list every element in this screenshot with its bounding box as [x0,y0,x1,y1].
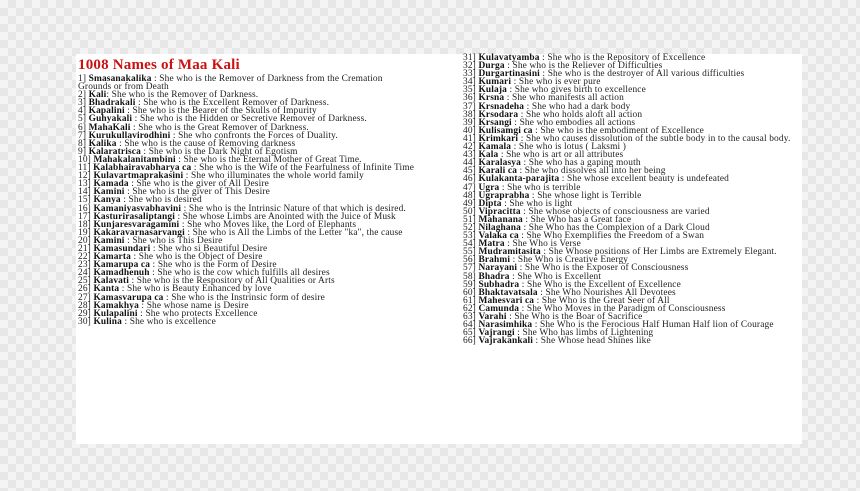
entry-meaning: She who confronts the Forces of Duality. [178,130,338,141]
entry-name: Krsna [478,93,505,104]
entry-separator: : [506,312,515,322]
entry-separator: : [150,243,159,254]
entry-number: 27] [78,292,91,303]
entry-name: Kasturirasaliptangi [93,211,175,222]
entry-name: Kulavatyamba [478,53,540,63]
entry-separator: : [501,198,510,209]
entry-number: 43] [463,150,476,161]
entry-separator: : [532,125,541,136]
entry-number: 46] [463,174,476,185]
entry-number: 45] [463,166,476,177]
entry-name: Kamaniyasvabhavini [93,203,182,214]
entry-separator: : [537,287,546,298]
entry-number: 65] [463,328,476,339]
entry-number: 48] [463,190,476,201]
entry-meaning: She who is the Remover of Darkness. [111,90,259,101]
entry-separator: : [130,252,139,263]
entry-number: 22] [78,252,91,263]
entry-separator: : [504,61,513,72]
entry-number: 15] [78,195,91,206]
entry-number: 26] [78,284,91,295]
entry-number: 17] [78,211,91,222]
entry-separator: : [174,211,183,222]
entry-meaning: She Who Exemplifies the Freedom of a Swan [526,231,705,242]
entry-name: Vajrakankali [478,336,534,347]
entry-name: Kamarupa ca [93,260,151,271]
entry-name: Mahanana [478,214,523,225]
entry-meaning: She who Moves like, the Lord of Elephants [187,219,357,230]
entry-name: Kanya [93,195,121,206]
entry-meaning: She who has a gaping mouth [528,158,641,169]
entry-name: Bhaktavatsala [478,287,538,298]
entry-name: Krsodara [478,109,519,120]
entry-separator: : [522,214,531,225]
entry-number: 40] [463,125,476,136]
entry-number: 11] [78,163,91,174]
entry-meaning: She who is the cause of Removing darkness [124,138,296,149]
entry-meaning: She who is the Reliever of Difficulties [512,61,663,72]
entry-number: 44] [463,158,476,169]
entry-number: 4] [78,106,87,117]
entry-meaning: She who is Beauty Enhanced by love [126,284,272,295]
entry-name: Guhyakali [88,114,133,125]
entry-name: Kala [478,150,499,161]
entry-separator: : [534,295,542,306]
entry-meaning: She Who Moves in the Paradigm of Consciousness [526,303,726,314]
entry-separator: : [518,231,527,242]
entry-separator: : [511,77,519,88]
entry-number: 49] [463,198,476,209]
entry-number: 1] [78,74,87,84]
entry-name: Kamini [93,235,125,246]
entry-number: 18] [78,219,91,230]
entry-meaning: She who protects Excellence [145,308,258,319]
entry-meaning: She who is the destroyer of All various difficulties [547,69,745,80]
names-list-right [463,54,802,345]
entry-name: Durgartinasini [478,69,540,80]
entry-name: Kalavati [93,276,130,287]
entry-separator: : [518,133,526,144]
entry-separator: : [119,284,127,295]
entry-name: Subhadra [478,279,520,290]
entry-separator: : [509,271,518,282]
entry-number: 60] [463,287,476,298]
entry-meaning: She who is the Wife of the Fearfulness of Infinite Time [199,163,415,174]
entry-meaning: She who is the Dark Night of Egotism [148,146,298,157]
entry-separator: : [504,93,512,104]
entry-meaning: She who is the Remover of Darkness from the Cremation Grounds or from Death [78,74,383,93]
entry-name: Kakaravarnasarvangi [93,227,185,238]
entry-number: 21] [78,243,91,254]
entry-number: 62] [463,303,476,314]
entry-separator: : [533,336,541,347]
entry-name: Valaka ca [478,231,519,242]
entry-name: Kamasvarupa ca [93,292,164,303]
entry-separator: : [510,255,518,266]
entry-number: 2] [78,90,87,101]
entry-name: Kamala [478,142,512,153]
document-sheet [76,54,802,444]
entry-meaning: She who is the giver of This Desire [132,187,270,198]
entry-name: Kulaja [478,85,507,96]
entry-number: 41] [463,133,476,144]
entry-number: 54] [463,239,476,250]
entry-separator: : [519,303,527,314]
entry-meaning: She Whose positions of Her Limbs are Extremely Elegant. [548,247,777,258]
entry-name: Kali [88,90,107,101]
entry-number: 31] [463,53,476,63]
entry-meaning: She who is the Repository of Excellence [547,53,706,63]
entry-meaning: She who is the Bearer of the Skulls of Impurity [132,106,317,117]
entry-number: 5] [78,114,87,125]
entry-separator: : [517,263,525,274]
entry-name: Narayani [478,263,518,274]
entry-separator: : [181,203,189,214]
entry-meaning: She who is the Respository of All Qualities or Arts [136,276,335,287]
entry-number: 19] [78,227,91,238]
entry-number: 66] [463,336,476,347]
entry-meaning: She who is the embodiment of Excellence [540,125,704,136]
entry-separator: : [520,222,529,233]
entry-meaning: She whose name is Desire [146,300,249,311]
entry-meaning: She who is the Object of Desire [138,252,263,263]
entry-name: Ugraprabha [478,190,530,201]
entry-name: Krsnadeha [478,101,525,112]
entry-separator: : [511,117,520,128]
entry-meaning: She whose light is Terrible [537,190,642,201]
entry-meaning: She whose Limbs are Anointed with the Juice of Musk [182,211,396,222]
entry-separator: : [151,74,160,84]
entry-separator: : [524,101,532,112]
entry-meaning: She Who is Creative Energy [517,255,629,266]
entry-name: Kalaratrisca [88,146,141,157]
entry-meaning: She who is the Great Remover of Darkness. [138,122,309,133]
entry-number: 30] [78,316,91,327]
entry-number: 52] [463,222,476,233]
entry-meaning: She who gives birth to excellence [514,85,646,96]
right-column [463,54,802,345]
entry-name: Kulina [93,316,122,327]
entry-name: Kulapalini [93,308,138,319]
entry-name: Kalika [88,138,117,149]
entry-meaning: She who is light [509,198,573,209]
entry-separator: : [539,53,548,63]
entry-number: 53] [463,231,476,242]
entry-meaning: She who is the Form of Desire [157,260,277,271]
entry-name: Kulisamgi ca [478,125,533,136]
entry-separator: : [499,182,508,193]
entry-meaning: She who dissolves all into her being [524,166,666,177]
entry-name: Kapalini [88,106,125,117]
entry-separator: : [149,268,158,279]
entry-number: 39] [463,117,476,128]
entry-number: 29] [78,308,91,319]
entry-name: Vipracitta [478,206,521,217]
entry-name: Kalabhairavabharya ca [93,163,192,174]
entry-meaning: She Who has a Great face [530,214,632,225]
entry-separator: : [518,109,526,120]
entry-number: 16] [78,203,91,214]
entry-separator: : [506,85,515,96]
entry-meaning: She who had a dark body [531,101,631,112]
entry-number: 34] [463,77,476,88]
entry-number: 55] [463,247,476,258]
entry-separator: : [520,206,529,217]
entry-meaning: She who is desired [128,195,202,206]
entry-meaning: She who is lotus ( Laksmi ) [518,142,627,153]
entry-meaning: She who causes dissolution of the subtle body in to the causal body. [525,133,791,144]
entry-separator: : [504,239,513,250]
entry-separator: : [150,260,158,271]
entry-separator: : [532,320,540,331]
list-item [463,337,802,345]
entry-name: Ugra [478,182,500,193]
entry-meaning: She who holds aloft all action [525,109,643,120]
list-item [78,318,416,326]
entry-name: Camunda [478,303,520,314]
entry-meaning: She who is the Eternal Mother of Great Time. [183,154,362,165]
entry-number: 28] [78,300,91,311]
entry-number: 64] [463,320,476,331]
entry-separator: : [140,146,149,157]
entry-separator: : [498,150,507,161]
left-column [78,54,416,326]
entry-number: 36] [463,93,476,104]
entry-meaning: She who is the Intrinsic Nature of that which is desired. [188,203,406,214]
entry-meaning: She who embodies all actions [519,117,636,128]
entry-name: Kurukullavirodhini [88,130,171,141]
entry-name: Matra [478,239,505,250]
entry-number: 38] [463,109,476,120]
entry-name: Mudramitasita [478,247,541,258]
entry-separator: : [138,300,147,311]
entry-name: Smasanakalika [88,74,152,84]
entry-separator: : [520,158,529,169]
entry-name: Kamarta [93,252,131,263]
entry-separator: : [124,106,133,117]
entry-number: 12] [78,171,91,182]
document-title: 1008 Names of Maa Kali [78,57,240,73]
entry-name: Mahakalanitambini [93,154,176,165]
list-item [78,75,416,91]
entry-meaning: She who manifests all action [511,93,624,104]
entry-separator: : [559,174,568,185]
entry-separator: : [175,154,184,165]
entry-separator: : [121,316,130,327]
entry-name: Kamakhya [93,300,139,311]
entry-name: Mahesvari ca [478,295,535,306]
entry-name: Bhadra [478,271,510,282]
entry-name: Vajrangi [478,328,515,339]
entry-separator: : [539,69,548,80]
entry-meaning: She whose objects of consciousness are varied [528,206,710,217]
entry-meaning: She Who is Verse [512,239,581,250]
entry-meaning: She who is excellence [129,316,216,327]
entry-separator: : [191,163,200,174]
entry-separator: : [124,235,133,246]
entry-name: Karali ca [478,166,518,177]
entry-separator: : [116,138,125,149]
entry-separator: : [163,292,172,303]
entry-meaning: She who is This Desire [132,235,223,246]
entry-number: 8] [78,138,87,149]
entry-meaning: She Who is the Boar of Sacrifice [514,312,643,322]
entry-number: 9] [78,146,87,157]
entry-separator: : [170,130,179,141]
entry-name: Varahi [478,312,507,322]
entry-number: 51] [463,214,476,225]
entry-separator: : [106,90,112,101]
entry-name: Kulakanta-parajita [478,174,560,185]
entry-name: Kamasundari [93,243,151,254]
entry-meaning: She Who has the Complexion of a Dark Cloud [528,222,710,233]
entry-number: 33] [463,69,476,80]
entry-separator: : [179,219,188,230]
entry-name: Kumari [478,77,512,88]
entry-number: 47] [463,182,476,193]
entry-meaning: She whose excellent beauty is undefeated [567,174,729,185]
entry-number: 7] [78,130,87,141]
entry-name: Kanta [93,284,120,295]
entry-separator: : [128,179,137,190]
entry-separator: : [511,142,519,153]
entry-name: Krsangi [478,117,512,128]
entry-name: Bhadrakali [88,98,136,109]
entry-name: Dipta [478,198,502,209]
entry-meaning: She Who is the Exposer of Consciousness [524,263,689,274]
entry-number: 37] [463,101,476,112]
entry-number: 63] [463,312,476,322]
entry-meaning: She who si Beautiful Desire [158,243,268,254]
entry-separator: : [519,279,528,290]
names-list-left [78,75,416,326]
entry-separator: : [135,98,144,109]
entry-number: 59] [463,279,476,290]
entry-meaning: She who is the cow which fulfills all desires [157,268,330,279]
entry-name: Krimkari [478,133,519,144]
entry-number: 3] [78,98,87,109]
entry-number: 13] [78,179,91,190]
entry-number: 6] [78,122,87,133]
entry-number: 10] [78,154,91,165]
entry-name: Kamini [93,187,125,198]
entry-separator: : [129,276,137,287]
entry-meaning: She who is the Hidden or Secretive Remover of Darkness. [139,114,367,125]
entry-separator: : [183,171,192,182]
entry-meaning: She who is the giver of All Desire [136,179,269,190]
entry-separator: : [124,187,133,198]
entry-name: Kamadhenuh [93,268,150,279]
entry-meaning: She Who has limbs of Lightening [522,328,654,339]
entry-number: 42] [463,142,476,153]
entry-number: 56] [463,255,476,266]
entry-separator: : [120,195,129,206]
entry-meaning: She who is the Excellent Remover of Darkness. [143,98,330,109]
entry-separator: : [184,227,193,238]
entry-name: Brahmi [478,255,511,266]
entry-name: Kulavartmaprakasini [93,171,184,182]
entry-meaning: She who is All the Limbs of the Letter "ka", the cause [192,227,403,238]
entry-name: Kunjaresvaragamini [93,219,180,230]
entry-name: Narasimhika [478,320,533,331]
entry-number: 23] [78,260,91,271]
entry-name: MahaKali [88,122,131,133]
entry-separator: : [130,122,139,133]
entry-meaning: She Who is the Ferocious Half Human Half lion of Courage [539,320,774,331]
entry-name: Karalasya [478,158,521,169]
entry-name: Durga [478,61,505,72]
entry-number: 58] [463,271,476,282]
entry-number: 61] [463,295,476,306]
entry-separator: : [529,190,538,201]
entry-name: Nilaghana [478,222,521,233]
entry-number: 32] [463,61,476,72]
entry-number: 57] [463,263,476,274]
entry-number: 20] [78,235,91,246]
entry-separator: : [137,308,146,319]
entry-number: 24] [78,268,91,279]
entry-meaning: She Who is the Excellent of Excellence [527,279,681,290]
entry-meaning: She who is ever pure [518,77,601,88]
entry-meaning: She who is art or all attributes [506,150,624,161]
entry-meaning: She who illuminates the whole world family [191,171,364,182]
entry-meaning: She Who is the Great Seer of All [541,295,670,306]
entry-meaning: She Whose head Shines like [540,336,651,347]
entry-separator: : [540,247,549,258]
entry-meaning: She who is the Instrinsic form of desire [171,292,325,303]
entry-separator: : [132,114,140,125]
entry-number: 14] [78,187,91,198]
entry-number: 50] [463,206,476,217]
entry-number: 35] [463,85,476,96]
entry-number: 25] [78,276,91,287]
entry-separator: : [517,166,525,177]
entry-separator: : [514,328,523,339]
entry-meaning: She Who Nourishes All Devotees [545,287,676,298]
entry-meaning: She Who is Excellent [517,271,602,282]
entry-name: Kamada [93,179,129,190]
entry-meaning: She who is terrible [507,182,581,193]
